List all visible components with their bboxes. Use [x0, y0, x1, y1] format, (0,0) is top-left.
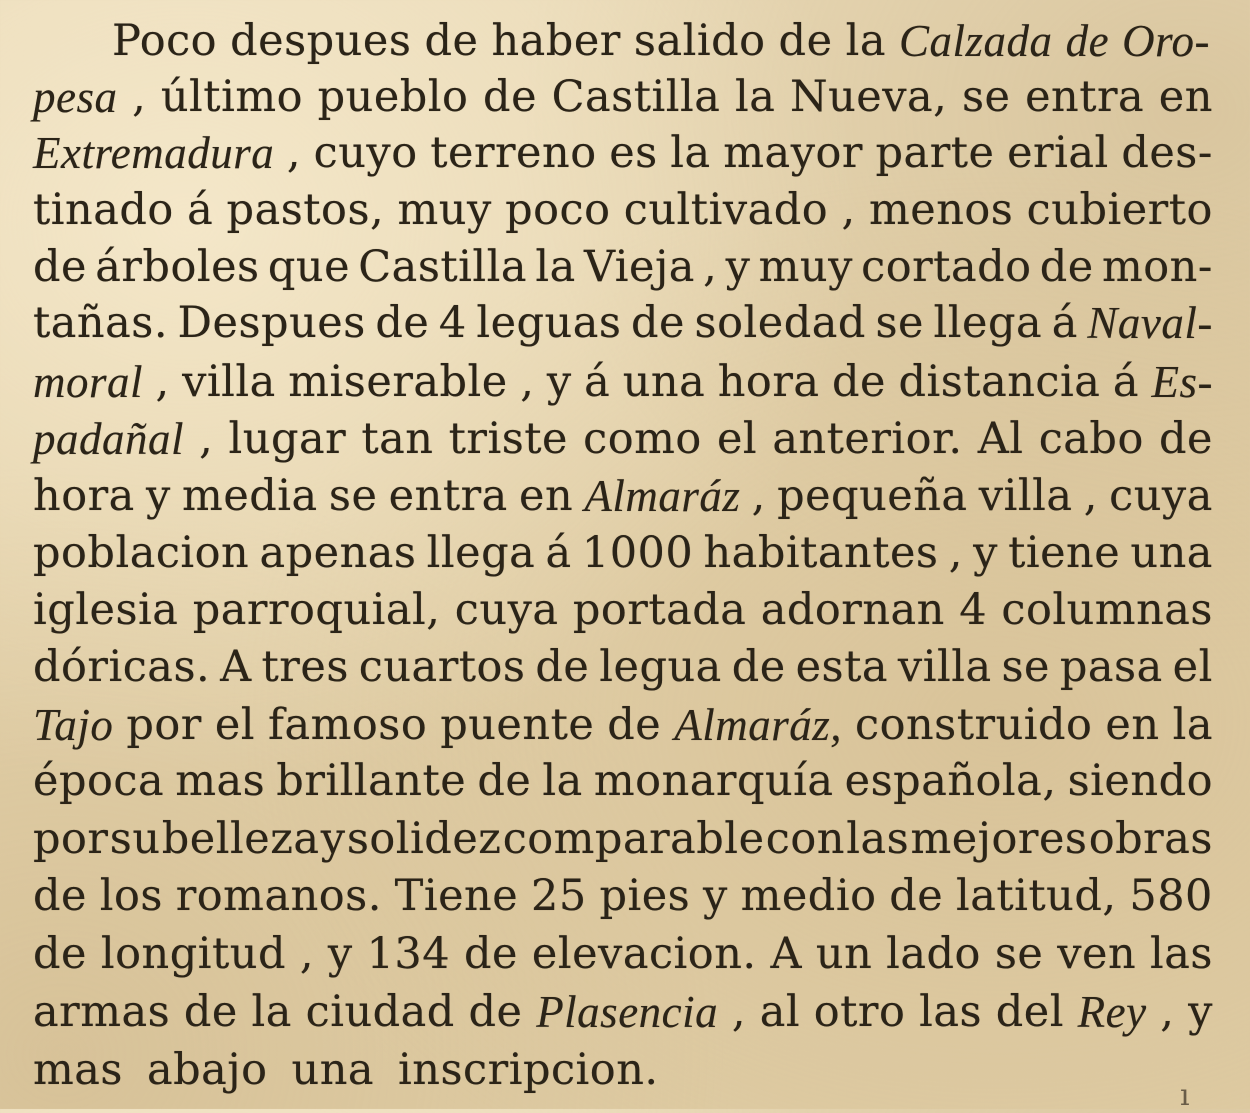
word: haber: [491, 16, 621, 66]
italic-word: Rey: [1077, 987, 1147, 1037]
word: villa: [978, 471, 1073, 521]
word: A: [770, 929, 802, 979]
word: cuartos: [358, 642, 526, 692]
word: á: [1112, 357, 1139, 407]
word: de: [831, 357, 886, 407]
word: ,: [155, 357, 170, 407]
word: longitud: [100, 929, 286, 979]
text-line: [33, 638, 1213, 696]
word: romanos.: [175, 871, 382, 921]
word: menos: [868, 185, 1014, 235]
word: ,: [751, 471, 766, 521]
word: por: [126, 700, 202, 750]
word: hora: [33, 471, 135, 521]
word: habitantes: [703, 528, 939, 578]
word: y: [973, 528, 998, 578]
word: inscripcion.: [398, 1045, 659, 1095]
word: hora: [717, 357, 820, 407]
word: de: [1159, 414, 1213, 464]
word: de: [33, 929, 87, 979]
word: Despues: [177, 298, 366, 348]
word: Nueva,: [789, 72, 948, 122]
page-edge-mark: ı: [1180, 1078, 1190, 1113]
word: ,: [299, 929, 315, 979]
word: Tiene: [394, 871, 519, 921]
word: monarquía: [593, 756, 834, 806]
word: leguas: [476, 298, 622, 348]
word: 580: [1129, 871, 1213, 921]
word: de: [607, 700, 662, 750]
text-line: [33, 238, 1213, 296]
word: lugar: [228, 414, 347, 464]
word: de: [477, 756, 532, 806]
word: ,: [948, 528, 963, 578]
word: iglesia: [33, 585, 179, 635]
text-line: [33, 752, 1213, 810]
word: último: [160, 72, 304, 122]
word: muy: [397, 185, 492, 235]
italic-word: Oro-: [1122, 16, 1210, 66]
word: A: [220, 642, 252, 692]
word: y: [725, 242, 751, 292]
word: armas: [33, 987, 171, 1037]
word: miserable: [288, 357, 508, 407]
italic-word: pesa: [33, 72, 118, 122]
word: árboles: [95, 242, 260, 292]
word: y: [327, 929, 353, 979]
word: Castilla: [551, 72, 721, 122]
word: á: [584, 357, 611, 407]
word: poco: [505, 185, 611, 235]
word: y: [320, 814, 346, 864]
italic-word: Es-: [1151, 357, 1213, 407]
text-line: [33, 925, 1213, 983]
text-line: [33, 810, 1213, 868]
word: es: [609, 128, 658, 178]
word: de: [535, 642, 590, 692]
word: 134: [366, 929, 451, 979]
word: una: [622, 357, 706, 407]
word: en: [1105, 700, 1160, 750]
word: tañas.: [33, 298, 168, 348]
word: entra: [388, 471, 508, 521]
text-line: [33, 294, 1213, 352]
word: Vieja: [583, 242, 695, 292]
word: cabo: [1038, 414, 1144, 464]
word: su: [109, 814, 161, 864]
word: ciudad: [305, 987, 455, 1037]
word: pies: [599, 871, 691, 921]
word: en: [1158, 72, 1213, 122]
word: cubierto: [1026, 185, 1213, 235]
word: pastos,: [226, 185, 385, 235]
word: distancia: [898, 357, 1101, 407]
word: anterior.: [772, 414, 963, 464]
word: 4: [438, 298, 467, 348]
word: las: [846, 814, 910, 864]
word: tiene: [1008, 528, 1121, 578]
italic-word: de: [1065, 16, 1110, 66]
italic-word: Almaráz: [584, 471, 741, 521]
word: famoso: [268, 700, 428, 750]
italic-word: padañal: [33, 414, 185, 464]
word: de: [483, 72, 538, 122]
word: cortado: [861, 242, 1032, 292]
word: mayor: [723, 128, 863, 178]
word: de: [631, 298, 685, 348]
word: tinado: [33, 185, 174, 235]
word: al: [759, 987, 801, 1037]
word: española,: [844, 756, 1057, 806]
word: adornan: [760, 585, 945, 635]
word: el: [716, 414, 758, 464]
word: poblacion: [33, 528, 250, 578]
word: erial: [1007, 128, 1109, 178]
word: columnas: [1001, 585, 1213, 635]
word: una: [1130, 528, 1213, 578]
word: del: [995, 987, 1064, 1037]
word: villa: [182, 357, 276, 407]
word: con: [765, 814, 845, 864]
word: apenas: [259, 528, 417, 578]
word: mas: [175, 756, 266, 806]
word: la: [670, 128, 711, 178]
word: cuya: [454, 585, 559, 635]
word: se: [875, 298, 924, 348]
text-line: [33, 581, 1213, 639]
word: y: [546, 357, 572, 407]
word: parte: [875, 128, 995, 178]
word: de: [889, 871, 944, 921]
word: el: [214, 700, 256, 750]
italic-word: Tajo: [33, 700, 114, 750]
word: 1000: [581, 528, 694, 578]
word: de: [1039, 242, 1094, 292]
word: ,: [520, 357, 535, 407]
word: tan: [361, 414, 434, 464]
text-line: [33, 696, 1213, 754]
word: la: [1172, 700, 1213, 750]
word: un: [815, 929, 873, 979]
word: se: [328, 471, 378, 521]
word: ,: [1083, 471, 1098, 521]
word: se: [994, 929, 1044, 979]
word: época: [33, 756, 165, 806]
italic-word: moral: [33, 357, 144, 407]
word: portada: [572, 585, 747, 635]
word: mas: [33, 1045, 123, 1095]
word: de: [375, 298, 430, 348]
word: de: [33, 871, 87, 921]
word: salido: [633, 16, 766, 66]
word: soledad: [694, 298, 866, 348]
word: comparable: [502, 814, 765, 864]
text-line: [33, 983, 1213, 1041]
word: despues: [230, 16, 412, 66]
word: triste: [448, 414, 568, 464]
word: pueblo: [317, 72, 469, 122]
word: llega: [933, 298, 1043, 348]
word: 4: [959, 585, 988, 635]
word: solidez: [346, 814, 502, 864]
word: ven: [1057, 929, 1137, 979]
word: de: [33, 242, 87, 292]
word: á: [187, 185, 214, 235]
word: tres: [261, 642, 349, 692]
word: otro: [813, 987, 906, 1037]
word: una: [291, 1045, 375, 1095]
word: ,: [286, 128, 302, 178]
word: mon-: [1102, 242, 1213, 292]
word: villa: [897, 642, 992, 692]
word: como: [583, 414, 702, 464]
word: esta: [795, 642, 889, 692]
word: pasa: [1059, 642, 1163, 692]
word: por: [33, 814, 109, 864]
word: llega: [426, 528, 536, 578]
word: pequeña: [777, 471, 968, 521]
word: que: [267, 242, 351, 292]
word: de: [778, 16, 833, 66]
text-line: [33, 467, 1213, 525]
text-line: [33, 1041, 1213, 1099]
word: brillante: [276, 756, 467, 806]
word: latitud,: [955, 871, 1117, 921]
word: de: [464, 929, 519, 979]
word: medio: [740, 871, 877, 921]
word: abajo: [146, 1045, 268, 1095]
word: Al: [977, 414, 1024, 464]
word: la: [845, 16, 886, 66]
word: muy: [758, 242, 853, 292]
word: y: [703, 871, 728, 921]
word: media: [182, 471, 318, 521]
word: en: [519, 471, 574, 521]
word: cultivado: [623, 185, 829, 235]
word: 25: [530, 871, 587, 921]
word: lado: [886, 929, 981, 979]
word: los: [99, 871, 163, 921]
word: elevacion.: [531, 929, 757, 979]
word: y: [146, 471, 171, 521]
text-line: [33, 410, 1213, 468]
word: la: [542, 756, 583, 806]
word: cuyo: [313, 128, 418, 178]
word: mejores: [910, 814, 1088, 864]
text-line: [33, 181, 1213, 239]
word: ,: [841, 185, 856, 235]
word: legua: [599, 642, 722, 692]
italic-word: Calzada: [899, 16, 1053, 66]
text-line: [33, 68, 1213, 126]
word: á: [545, 528, 572, 578]
word: ,: [731, 987, 746, 1037]
word: entra: [1025, 72, 1145, 122]
word: la: [735, 72, 776, 122]
italic-word: Plasencia: [536, 987, 719, 1037]
word: cuya: [1109, 471, 1213, 521]
text-line: [33, 124, 1213, 182]
word: puente: [440, 700, 595, 750]
word: de: [424, 16, 479, 66]
word: Castilla: [358, 242, 528, 292]
word: ,: [703, 242, 718, 292]
word: la: [535, 242, 576, 292]
word: dóricas.: [33, 642, 211, 692]
word: se: [1001, 642, 1050, 692]
word: y: [1188, 987, 1213, 1037]
word: las: [919, 987, 983, 1037]
text-line: [33, 353, 1213, 411]
word: siendo: [1067, 756, 1213, 806]
italic-word: Naval-: [1087, 298, 1213, 348]
word: ,: [199, 414, 214, 464]
word: des-: [1121, 128, 1213, 178]
word: obras: [1088, 814, 1213, 864]
word: la: [251, 987, 292, 1037]
text-line: [112, 12, 1210, 70]
word: se: [961, 72, 1011, 122]
text-line: [33, 867, 1213, 925]
word: de: [468, 987, 523, 1037]
word: parroquial,: [192, 585, 441, 635]
word: el: [1172, 642, 1213, 692]
word: Poco: [112, 16, 218, 66]
word: á: [1051, 298, 1078, 348]
word: ,: [132, 72, 147, 122]
italic-word: Almaráz,: [674, 700, 843, 750]
italic-word: Extremadura: [33, 128, 275, 178]
text-line: [33, 524, 1213, 582]
word: ,: [1160, 987, 1175, 1037]
word: las: [1150, 929, 1213, 979]
word: de: [183, 987, 238, 1037]
word: construido: [855, 700, 1093, 750]
word: terreno: [430, 128, 597, 178]
word: belleza: [161, 814, 320, 864]
word: de: [731, 642, 786, 692]
